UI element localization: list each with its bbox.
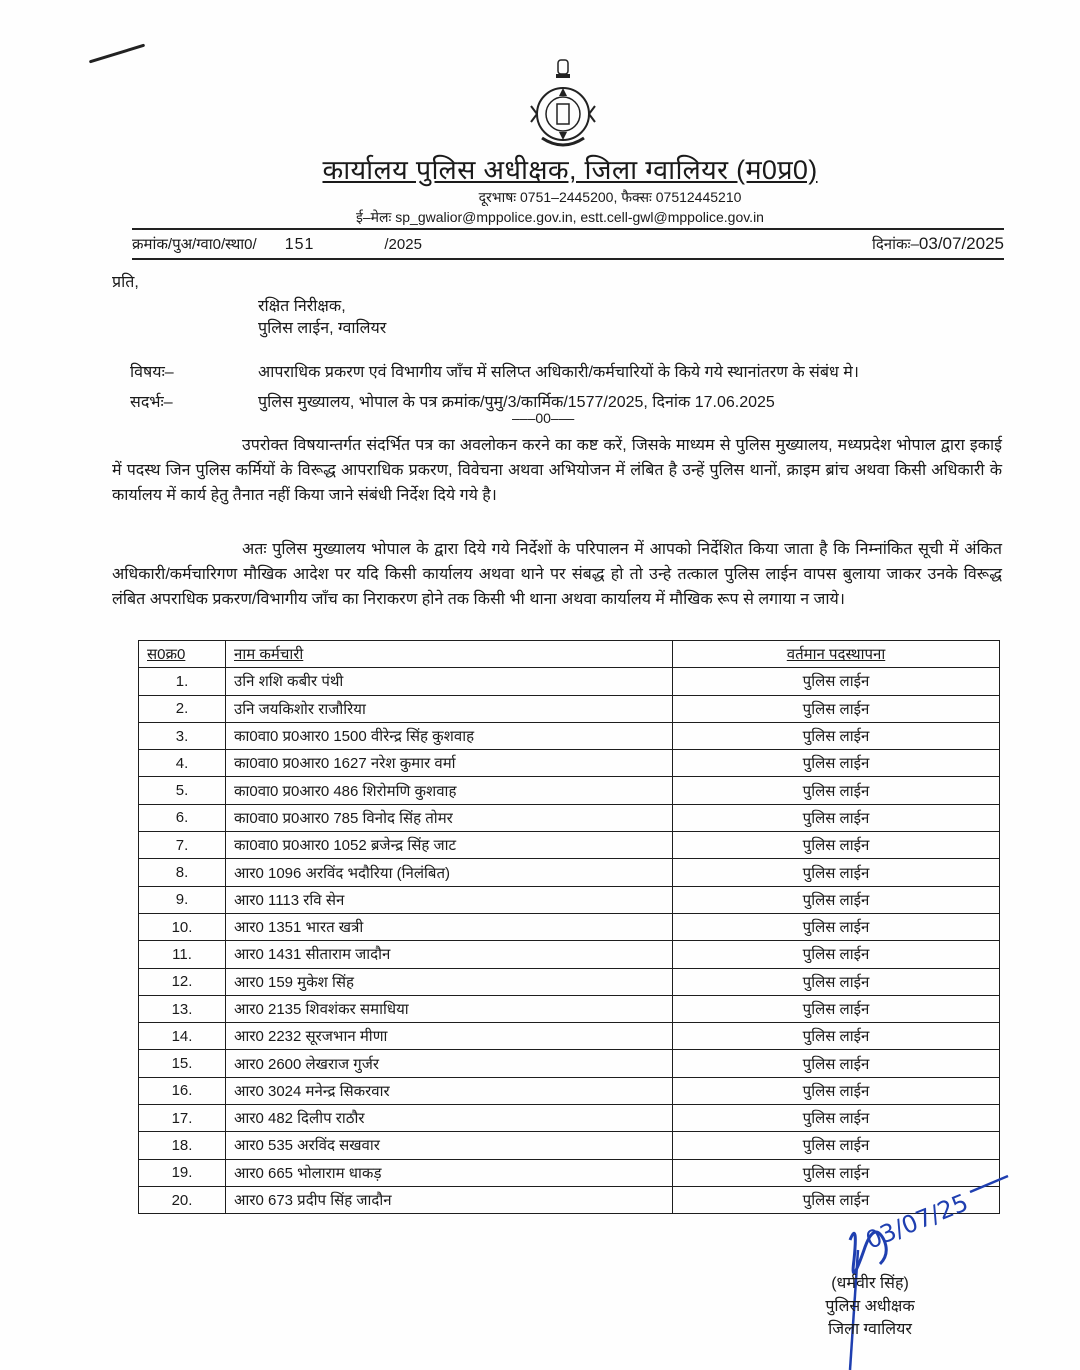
name-cell: आर0 2232 सूरजभान मीणा [226,1023,673,1050]
posting-cell: पुलिस लाईन [673,968,1000,995]
header-name-text: नाम कर्मचारी [234,646,304,664]
separator: –––00––– [512,410,575,426]
name-cell: आर0 1351 भारत खत्री [226,913,673,940]
email-line: ई–मेलः sp_gwalior@mppolice.gov.in, estt.cell-gwl@mppolice.gov.in [356,209,764,225]
recipient-title: रक्षित निरीक्षक, [258,298,346,315]
table-row [139,1077,1000,1104]
paragraph-1 [112,433,1002,508]
header-name [226,641,673,668]
recipient-location: पुलिस लाईन, ग्वालियर [258,320,387,337]
signatory-name: (धर्मवीर सिंह) [831,1275,909,1292]
kramank-year: /2025 [384,236,422,253]
posting-cell: पुलिस लाईन [673,1132,1000,1159]
posting-cell: पुलिस लाईन [673,1159,1000,1186]
posting-cell: पुलिस लाईन [673,722,1000,749]
name-cell: आर0 535 अरविंद सखवार [226,1132,673,1159]
serial-cell: 13. [139,995,226,1022]
serial-cell: 6. [139,804,226,831]
table-row [139,886,1000,913]
table-row [139,941,1000,968]
name-cell: आर0 2135 शिवशंकर समाधिया [226,995,673,1022]
posting-cell: पुलिस लाईन [673,1050,1000,1077]
date [872,234,1004,254]
date-label: दिनांकः– [871,236,919,253]
header-serial [139,641,226,668]
name-cell: आर0 665 भोलाराम धाकड़ [226,1159,673,1186]
reference-text: पुलिस मुख्यालय, भोपाल के पत्र क्रमांक/पुमु/3/कार्मिक/1577/2025, दिनांक 17.06.2025 [258,394,775,411]
table-row [139,1023,1000,1050]
serial-cell: 10. [139,913,226,940]
posting-cell: पुलिस लाईन [673,1186,1000,1213]
serial-cell: 8. [139,859,226,886]
date-value: 03/07/2025 [918,234,1004,253]
posting-cell: पुलिस लाईन [673,777,1000,804]
table-header-row [139,641,1000,668]
table-row [139,750,1000,777]
serial-cell: 17. [139,1105,226,1132]
serial-cell: 2. [139,695,226,722]
posting-cell: पुलिस लाईन [673,832,1000,859]
serial-cell: 18. [139,1132,226,1159]
kramank-number: 151 [284,236,315,253]
serial-cell: 9. [139,886,226,913]
name-cell: आर0 482 दिलीप राठौर [226,1105,673,1132]
name-cell: का0वा0 प्र0आर0 1627 नरेश कुमार वर्मा [226,750,673,777]
table-row [139,995,1000,1022]
signatory-district: जिला ग्वालियर [828,1321,912,1338]
serial-cell: 4. [139,750,226,777]
posting-cell: पुलिस लाईन [673,1105,1000,1132]
table-row [139,1050,1000,1077]
table-row [139,968,1000,995]
reference-number [132,234,422,254]
posting-cell: पुलिस लाईन [673,1023,1000,1050]
name-cell: का0वा0 प्र0आर0 1500 वीरेन्द्र सिंह कुशवाह [226,722,673,749]
name-cell: आर0 159 मुकेश सिंह [226,968,673,995]
table-row [139,722,1000,749]
kramank-prefix: क्रमांक/पुअ/ग्वा0/स्था0/ [132,236,257,253]
subject-text: आपराधिक प्रकरण एवं विभागीय जाँच में सलिप्त अधिकारी/कर्मचारियों के किये गये स्थानांतरण के संबंध मे। [258,364,859,381]
name-cell: उनि जयकिशोर राजौरिया [226,695,673,722]
name-cell: आर0 3024 मनेन्द्र सिकरवार [226,1077,673,1104]
serial-cell: 14. [139,1023,226,1050]
name-cell: का0वा0 प्र0आर0 785 विनोद सिंह तोमर [226,804,673,831]
paragraph-2 [112,537,1002,612]
posting-cell: पुलिस लाईन [673,913,1000,940]
posting-cell: पुलिस लाईन [673,1077,1000,1104]
posting-cell: पुलिस लाईन [673,886,1000,913]
serial-cell: 1. [139,668,226,695]
serial-cell: 7. [139,832,226,859]
table-row [139,913,1000,940]
name-cell: आर0 1113 रवि सेन [226,886,673,913]
mp-police-emblem-icon [530,58,596,154]
paragraph-2-text: अतः पुलिस मुख्यालय भोपाल के द्वारा दिये गये निर्देशों के परिपालन में आपको निर्देशित किया जाता है कि निम्नांकित सूची में अंकित अधिकारी/कर्मचारिगण मौखिक आदेश पर यदि किसी कार्यालय अथवा थाने पर संबद्ध हो तो उन्हे तत्काल पुलिस लाईन वापस बुलाया जाकर उनके विरूद्ध लंबित अपराधिक प्रकरण/विभागीय जाँच का निराकरण होने तक किसी भी थाना अथवा कार्यालय में मौखिक रूप से लगाया न जाये। [112,541,1002,608]
header-posting [673,641,1000,668]
subject-label: विषयः– [130,364,174,381]
name-cell: आर0 1431 सीताराम जादौन [226,941,673,968]
serial-cell: 20. [139,1186,226,1213]
table-row [139,777,1000,804]
stray-pen-mark [89,44,145,64]
posting-cell: पुलिस लाईन [673,695,1000,722]
signatory-block [790,1272,950,1341]
name-cell: आर0 1096 अरविंद भदौरिया (निलंबित) [226,859,673,886]
phone-fax: दूरभाषः 0751–2445200, फैक्सः 07512445210 [478,189,742,205]
table-row [139,832,1000,859]
serial-cell: 12. [139,968,226,995]
table-row [139,695,1000,722]
name-cell: उनि शशि कबीर पंथी [226,668,673,695]
office-title: कार्यालय पुलिस अधीक्षक, जिला ग्वालियर (म0प्र0) [322,155,818,185]
name-cell: का0वा0 प्र0आर0 486 शिरोमणि कुशवाह [226,777,673,804]
serial-cell: 15. [139,1050,226,1077]
staff-table [138,640,1000,1214]
posting-cell: पुलिस लाईन [673,859,1000,886]
reference-label: सदर्भः– [130,394,173,411]
signatory-designation: पुलिस अधीक्षक [825,1298,915,1315]
name-cell: का0वा0 प्र0आर0 1052 ब्रजेन्द्र सिंह जाट [226,832,673,859]
header-posting-text: वर्तमान पदस्थापना [786,646,886,664]
serial-cell: 11. [139,941,226,968]
table-row [139,1105,1000,1132]
serial-cell: 19. [139,1159,226,1186]
posting-cell: पुलिस लाईन [673,804,1000,831]
table-row [139,859,1000,886]
serial-cell: 5. [139,777,226,804]
paragraph-1-text: उपरोक्त विषयान्तर्गत संदर्भित पत्र का अवलोकन करने का कष्ट करें, जिसके माध्यम से पुलिस मुख्यालय, मध्यप्रदेश भोपाल द्वारा इकाई में पदस्थ जिन पुलिस कर्मियों के विरूद्ध आपराधिक प्रकरण, विवेचना अथवा अभियोजन में लंबित है उन्हें पुलिस थानों, क्राइम ब्रांच अथवा किसी अधिकारी के कार्यालय में कार्य हेतु तैनात नहीं किया जाने संबंधी निर्देश दिये गये है। [112,437,1002,504]
posting-cell: पुलिस लाईन [673,668,1000,695]
divider-bottom [132,258,1004,260]
header-serial-text: स0क्र0 [147,646,186,664]
name-cell: आर0 2600 लेखराज गुर्जर [226,1050,673,1077]
divider-top [132,228,1004,230]
prati-label: प्रति, [112,274,139,291]
posting-cell: पुलिस लाईन [673,941,1000,968]
table-row [139,804,1000,831]
serial-cell: 3. [139,722,226,749]
serial-cell: 16. [139,1077,226,1104]
posting-cell: पुलिस लाईन [673,750,1000,777]
handwritten-date: 03/07/25 [861,1188,973,1255]
table-row [139,1132,1000,1159]
name-cell: आर0 673 प्रदीप सिंह जादौन [226,1186,673,1213]
table-row [139,668,1000,695]
posting-cell: पुलिस लाईन [673,995,1000,1022]
